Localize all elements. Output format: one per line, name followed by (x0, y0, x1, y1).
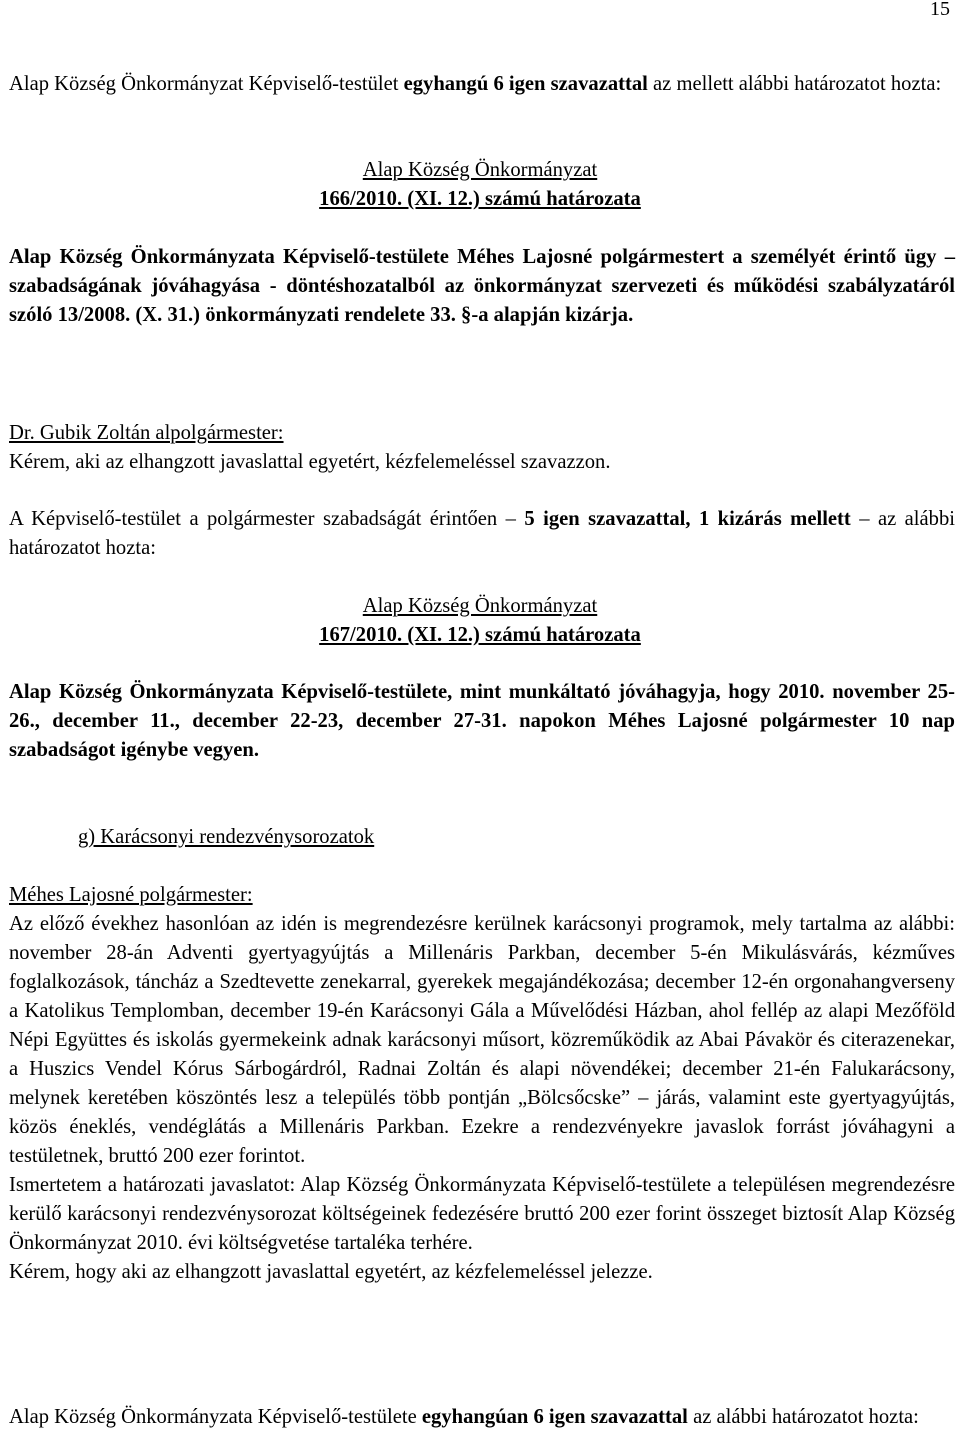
vote-statement-2: A Képviselő-testület a polgármester szabadságát érintően – 5 igen szavazattal, 1 kizárás mellett – az alábbi határozatot hozta: (9, 508, 955, 559)
page-number: 15 (930, 0, 950, 20)
speaker-2-paragraph-1: Az előző évekhez hasonlóan az idén is megrendezésre kerülnek karácsonyi programok, mely tartalma az alábbi: november 28-án Adventi gyertyagyújtás a Millenáris Parkban, december 5-én Mikulásvárás, kézműves foglalkozások, táncház a Szedtevette zenekarral, gyerekek megajándékozása; december 12-én orgonahangverseny a Katolikus Templomban, december 19-én Karácsonyi Gála a Művelődési Házban, ahol fellép az alapi Mezőföld Népi Együttes és iskolás gyermekeink adnak karácsonyi műsort, közreműködik az Abai Pávakör és citerazenekar, a Huszics Vendel Kórus Sárbogárdról, Radnai Zoltán és alapi növendékei; december 21-én Falukarácsony, melynek keretében köszöntés lesz a település több pontján „Bölcsőcske” – járás, valamint este gyertyagyújtás, közös éneklés, vendéglátás a Millenáris Parkban. Ezekre a rendezvényekre javaslok forrást jóváhagyni a testületnek, bruttó 200 ezer forintot. (9, 913, 955, 1167)
speaker-2-paragraph-3: Kérem, hogy aki az elhangzott javaslattal egyetért, az kézfelemeléssel jelezze. (9, 1261, 653, 1283)
resolution-1-title: Alap Község Önkormányzat 166/2010. (XI. 12.) számú határozata (319, 159, 641, 210)
section-g-heading: g) Karácsonyi rendezvénysorozatok (78, 826, 375, 848)
resolution-2-body: Alap Község Önkormányzata Képviselő-testülete, mint munkáltató jóváhagyja, hogy 2010. november 25-26., december 11., december 22-23, december 27-31. napokon Méhes Lajosné polgármester 10 nap szabadságot igénybe vegyen. (9, 681, 955, 761)
resolution-2-title: Alap Község Önkormányzat 167/2010. (XI. 12.) számú határozata (319, 595, 641, 646)
speaker-1-block (9, 419, 955, 477)
vote-statement-3: Alap Község Önkormányzata Képviselő-testülete egyhangúan 6 igen szavazattal az alábbi határozatot hozta: (9, 1406, 919, 1428)
speaker-2-paragraph-2: Ismertetem a határozati javaslatot: Alap Község Önkormányzata Képviselő-testülete a településen megrendezésre kerülő karácsonyi rendezvénysorozat költségeinek fedezésére bruttó 200 ezer forint összeget biztosít Alap Község Önkormányzat 2010. évi költségvetése tartaléka terhére. (9, 1174, 955, 1254)
speaker-1-text: Kérem, aki az elhangzott javaslattal egyetért, kézfelemeléssel szavazzon. (9, 451, 611, 473)
vote-statement-1: Alap Község Önkormányzat Képviselő-testület egyhangú 6 igen szavazattal az mellett alábbi határozatot hozta: (9, 73, 942, 95)
speaker-2-name: Méhes Lajosné polgármester: (9, 884, 253, 906)
speaker-1-name: Dr. Gubik Zoltán alpolgármester: (9, 422, 284, 444)
resolution-1-body: Alap Község Önkormányzata Képviselő-testülete Méhes Lajosné polgármestert a személyét érintő ügy – szabadságának jóváhagyása - döntéshozatalból az önkormányzat szervezeti és működési szabályzatáról szóló 13/2008. (X. 31.) önkormányzati rendelete 33. §-a alapján kizárja. (9, 246, 955, 326)
speaker-2-block (9, 881, 955, 1287)
